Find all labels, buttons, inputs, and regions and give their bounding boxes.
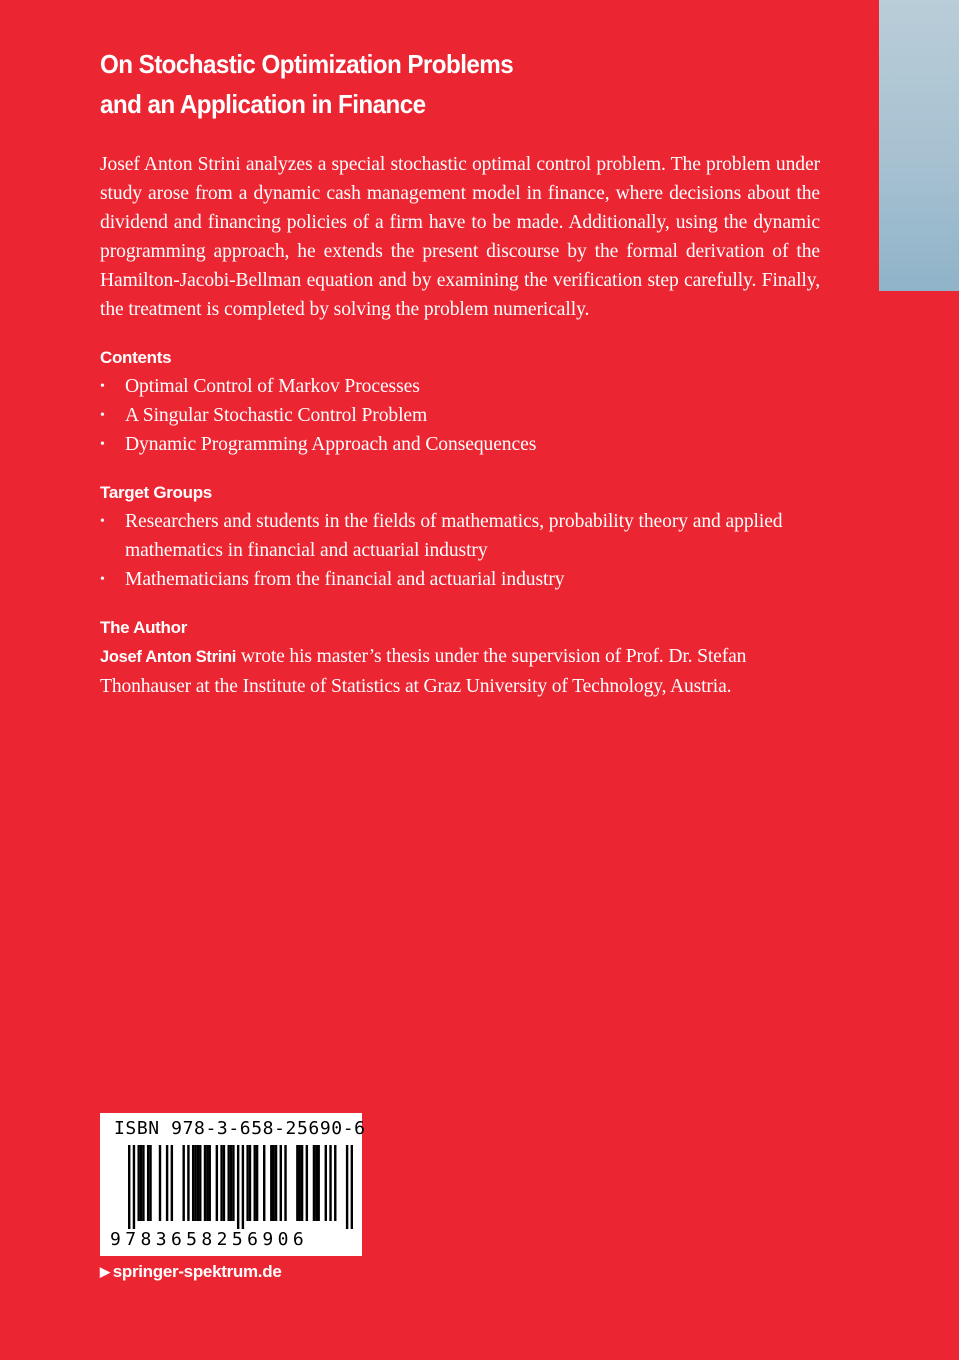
barcode-bar — [325, 1145, 327, 1221]
contents-item: • Dynamic Programming Approach and Consequences — [100, 430, 820, 459]
target-group-item: • Researchers and students in the fields of mathematics, probability theory and applied mathematics in financial and actuarial industry — [100, 507, 820, 565]
barcode-bar — [204, 1145, 206, 1221]
barcode-bar — [216, 1145, 218, 1221]
barcode-bar — [209, 1145, 211, 1221]
barcode-bar — [223, 1145, 225, 1221]
target-groups-heading: Target Groups — [100, 483, 212, 502]
barcode-bar — [128, 1145, 130, 1229]
author-name: Josef Anton Strini — [100, 648, 237, 666]
author-bio — [100, 642, 820, 701]
author-bio-text: wrote his master’s thesis under the supervision of Prof. Dr. Stefan Thonhauser at the Institute of Statistics at Graz University of Technology, Austria. — [100, 646, 747, 697]
barcode-bar — [227, 1145, 229, 1221]
barcode-bar — [232, 1145, 234, 1221]
barcode-bar — [254, 1145, 256, 1221]
target-group-item: • Mathematicians from the financial and actuarial industry — [100, 565, 820, 594]
barcode-bar — [187, 1145, 189, 1221]
contents-item: • Optimal Control of Markov Processes — [100, 372, 820, 401]
contents-item: • A Singular Stochastic Control Problem — [100, 401, 820, 430]
barcode-bar — [142, 1145, 144, 1221]
website-link[interactable]: springer-spektrum.de — [112, 1262, 282, 1281]
ean-number: 9783658256906 — [110, 1229, 309, 1250]
barcode-bar — [140, 1145, 142, 1221]
title-line-2: and an Application in Finance — [100, 89, 426, 119]
back-cover-content — [100, 44, 820, 701]
arrow-right-icon: ▶ — [100, 1264, 110, 1279]
isbn-barcode — [100, 1113, 366, 1256]
barcode-bar — [249, 1145, 251, 1221]
barcode-bar — [192, 1145, 194, 1221]
barcode-bar — [171, 1145, 173, 1221]
barcode-bar — [263, 1145, 265, 1221]
barcode-bar — [317, 1145, 319, 1221]
barcode-bar — [270, 1145, 272, 1221]
barcode-bar — [242, 1145, 244, 1229]
barcode-bar — [182, 1145, 184, 1221]
barcode-bar — [329, 1145, 331, 1221]
contents-list — [100, 372, 820, 459]
book-title — [100, 44, 770, 124]
barcode-bar — [149, 1145, 151, 1221]
barcode-bar — [296, 1145, 298, 1221]
cover-accent-strip — [879, 0, 959, 291]
barcode-bar — [230, 1145, 232, 1221]
barcode-bar — [299, 1145, 301, 1221]
barcode-bar — [237, 1145, 239, 1229]
barcode-bar — [351, 1145, 353, 1229]
barcode-bar — [133, 1145, 135, 1229]
barcode-bar — [275, 1145, 277, 1221]
barcode-bars — [128, 1145, 353, 1229]
barcode-bar — [306, 1145, 308, 1221]
barcode-bar — [284, 1145, 286, 1221]
barcode-bar — [197, 1145, 199, 1221]
book-description: Josef Anton Strini analyzes a special stochastic optimal control problem. The problem under study arose from a dynamic cash management model in finance, where decisions about the dividend and financing policies of a firm have to be made. Additionally, using the dynamic programming approach, he extends the present discourse by the formal derivation of the Hamilton-Jacobi-Bellman equation and by examining the verification step carefully. Finally, the treatment is completed by solving the problem numerically. — [100, 154, 820, 320]
publisher-website[interactable] — [100, 1262, 281, 1282]
barcode-bar — [194, 1145, 196, 1221]
barcode-bar — [315, 1145, 317, 1221]
title-line-1: On Stochastic Optimization Problems — [100, 49, 514, 79]
barcode-bar — [272, 1145, 274, 1221]
barcode-bar — [166, 1145, 168, 1221]
isbn-label: ISBN 978-3-658-25690-6 — [114, 1118, 366, 1139]
barcode-bar — [220, 1145, 222, 1221]
barcode-bar — [147, 1145, 149, 1221]
barcode-bar — [206, 1145, 208, 1221]
barcode-bar — [246, 1145, 248, 1221]
contents-heading: Contents — [100, 348, 172, 367]
barcode-bar — [313, 1145, 315, 1221]
barcode-bar — [159, 1145, 161, 1221]
barcode-bar — [256, 1145, 258, 1221]
barcode-bar — [199, 1145, 201, 1221]
target-groups-list — [100, 507, 820, 594]
barcode-bar — [137, 1145, 139, 1221]
barcode-bar — [334, 1145, 336, 1221]
author-heading: The Author — [100, 618, 188, 637]
barcode-bar — [301, 1145, 303, 1221]
barcode-bar — [280, 1145, 282, 1221]
barcode-bar — [346, 1145, 348, 1229]
